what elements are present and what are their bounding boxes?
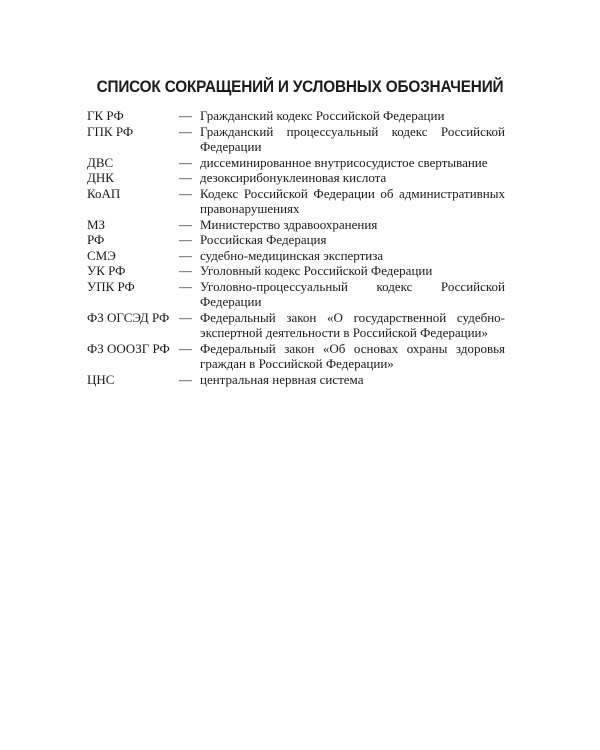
- abbreviation-definition: Министерство здравоохранения: [200, 216, 378, 232]
- abbreviation-term: ДВС: [87, 154, 114, 170]
- abbreviation-definition: Уголовный кодекс Российской Федерации: [200, 263, 433, 278]
- abbreviation-definition: диссеминированное внутрисосудистое свертывание: [200, 154, 488, 170]
- dash-separator: —: [179, 340, 192, 356]
- dash-separator: —: [179, 170, 192, 185]
- abbreviation-definition: дезоксирибонуклеиновая кислота: [200, 170, 387, 185]
- abbreviation-definition: Уголовно-процессуальный кодекс Российской Федерации: [200, 278, 505, 309]
- list-item: [87, 108, 505, 124]
- abbreviation-term: ЦНС: [87, 371, 115, 387]
- list-item: [87, 186, 505, 217]
- abbreviation-definition: Федеральный закон «О государственной судебно-экспертной деятельности в Российской Федерации»: [200, 309, 505, 340]
- abbreviation-term: УПК РФ: [87, 278, 135, 294]
- list-item: [87, 170, 505, 186]
- list-item: [87, 232, 505, 248]
- abbreviation-definition: центральная нервная система: [200, 371, 364, 387]
- abbreviation-list: [87, 108, 505, 387]
- dash-separator: —: [179, 108, 192, 123]
- list-item: [87, 263, 505, 279]
- list-item: [87, 341, 505, 372]
- dash-separator: —: [179, 185, 192, 201]
- abbreviation-definition: Гражданский кодекс Российской Федерации: [200, 108, 445, 123]
- list-item: [87, 124, 505, 155]
- abbreviation-definition: Федеральный закон «Об основах охраны здоровья граждан в Российской Федерации»: [200, 340, 505, 371]
- list-item: [87, 279, 505, 310]
- dash-separator: —: [179, 371, 192, 387]
- dash-separator: —: [179, 123, 192, 139]
- abbreviation-term: ГПК РФ: [87, 123, 134, 139]
- dash-separator: —: [179, 309, 192, 325]
- list-item: [87, 310, 505, 341]
- dash-separator: —: [179, 278, 192, 294]
- dash-separator: —: [179, 232, 192, 247]
- list-item: [87, 248, 505, 264]
- list-item: [87, 217, 505, 233]
- dash-separator: —: [179, 216, 192, 232]
- abbreviation-term: УК РФ: [87, 263, 126, 278]
- abbreviation-definition: Кодекс Российской Федерации об административных правонарушениях: [200, 185, 505, 216]
- abbreviation-definition: Гражданский процессуальный кодекс Российской Федерации: [200, 123, 505, 154]
- abbreviation-term: КоАП: [87, 185, 121, 201]
- abbreviation-term: РФ: [87, 232, 105, 247]
- abbreviation-term: ГК РФ: [87, 108, 124, 123]
- dash-separator: —: [179, 154, 192, 170]
- abbreviation-term: СМЭ: [87, 247, 116, 263]
- list-item: [87, 372, 505, 388]
- abbreviation-definition: Российская Федерация: [200, 232, 327, 247]
- abbreviation-definition: судебно-медицинская экспертиза: [200, 247, 384, 263]
- dash-separator: —: [179, 247, 192, 263]
- abbreviation-term: ФЗ ОООЗГ РФ: [87, 340, 170, 356]
- dash-separator: —: [179, 263, 192, 278]
- page-title: СПИСОК СОКРАЩЕНИЙ И УСЛОВНЫХ ОБОЗНАЧЕНИЙ: [96, 78, 504, 96]
- list-item: [87, 155, 505, 171]
- abbreviation-term: ДНК: [87, 170, 114, 185]
- abbreviation-term: ФЗ ОГСЭД РФ: [87, 309, 170, 325]
- abbreviation-term: МЗ: [87, 216, 106, 232]
